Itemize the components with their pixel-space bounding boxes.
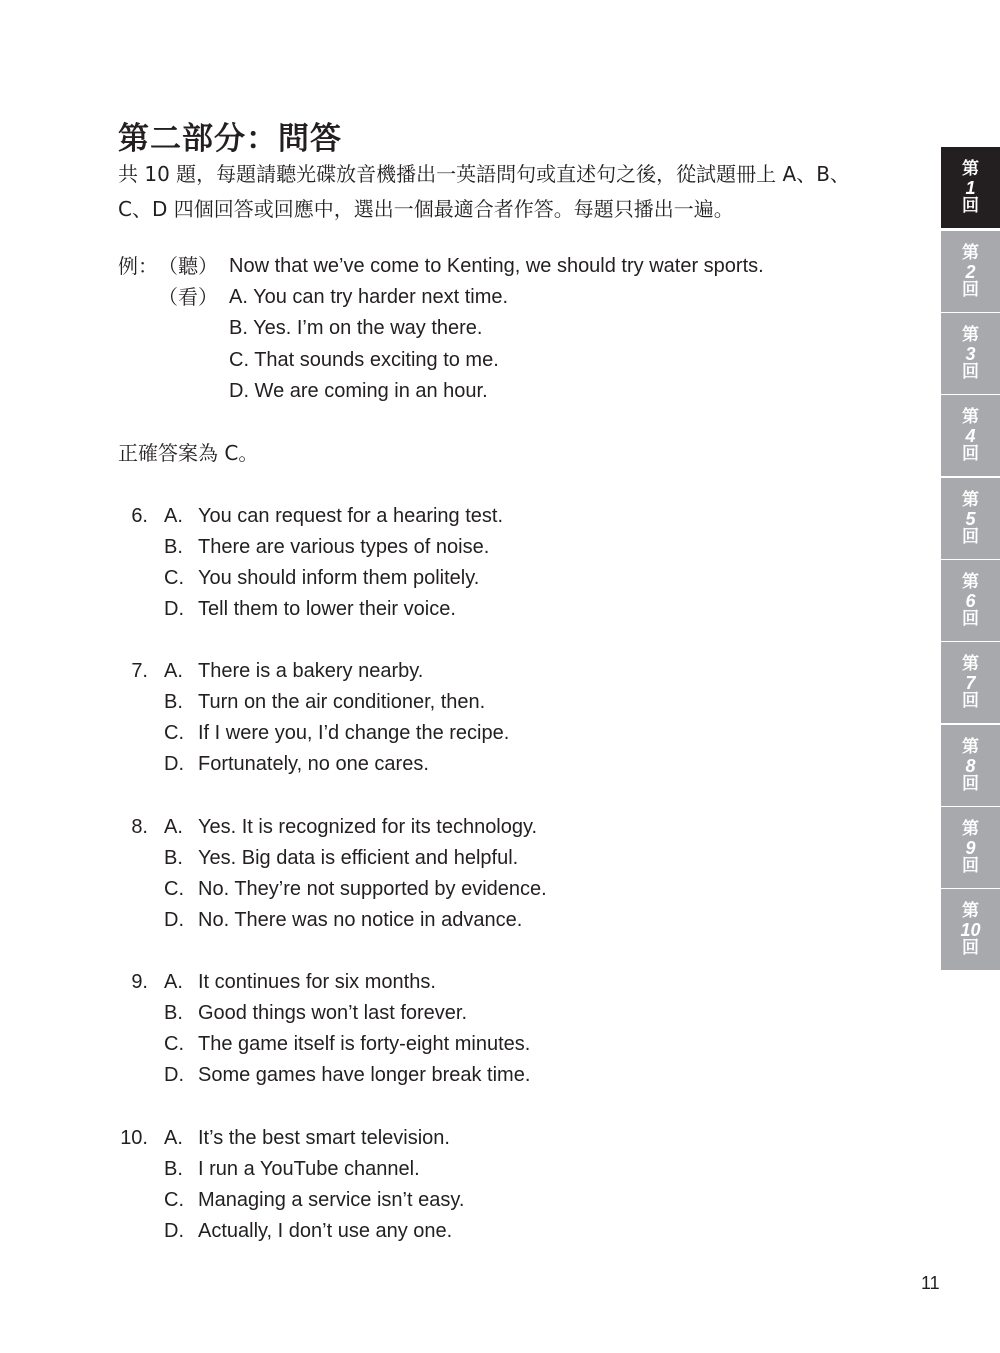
round-tab-prefix: 第: [962, 242, 979, 263]
example-option-d: D. We are coming in an hour.: [229, 380, 488, 402]
option-letter: D.: [164, 753, 184, 775]
round-tab-suffix: 回: [962, 690, 979, 711]
round-tab-prefix: 第: [962, 406, 979, 427]
round-tab-1[interactable]: [941, 147, 1000, 228]
round-tab-prefix: 第: [962, 653, 979, 674]
round-tab-prefix: 第: [962, 324, 979, 345]
round-tab-number: 6: [965, 590, 976, 611]
option-text: Tell them to lower their voice.: [198, 598, 456, 620]
option-letter: A.: [164, 1127, 183, 1149]
question-number: 7.: [131, 660, 148, 682]
round-tab-number: 4: [965, 425, 976, 446]
example-option-b: B. Yes. I’m on the way there.: [229, 317, 483, 339]
option-letter: A.: [164, 971, 183, 993]
round-tab-8[interactable]: [941, 725, 1000, 806]
option-text: No. There was no notice in advance.: [198, 909, 523, 931]
option-letter: D.: [164, 598, 184, 620]
option-text: Good things won’t last forever.: [198, 1002, 468, 1024]
round-tab-10[interactable]: [941, 889, 1000, 970]
round-tab-suffix: 回: [962, 279, 979, 300]
example-read-tag: （看）: [158, 285, 218, 309]
round-tab-prefix: 第: [962, 489, 979, 510]
question-number: 9.: [131, 971, 148, 993]
option-text: Actually, I don’t use any one.: [198, 1220, 453, 1242]
example-label: 例：: [118, 254, 158, 278]
round-tab-suffix: 回: [962, 443, 979, 464]
option-text: It’s the best smart television.: [198, 1127, 450, 1149]
option-text: The game itself is forty-eight minutes.: [198, 1033, 531, 1055]
option-letter: A.: [164, 660, 183, 682]
round-tab-prefix: 第: [962, 571, 979, 592]
option-letter: B.: [164, 1002, 183, 1024]
example-option-a: A. You can try harder next time.: [229, 286, 509, 308]
page-number: 11: [921, 1273, 940, 1293]
option-letter: C.: [164, 878, 184, 900]
round-tab-prefix: 第: [962, 736, 979, 757]
round-tab-number: 8: [965, 755, 976, 776]
round-tab-number: 10: [960, 919, 981, 940]
instructions: [118, 157, 898, 227]
option-letter: C.: [164, 1033, 184, 1055]
option-letter: C.: [164, 567, 184, 589]
round-tab-prefix: 第: [962, 900, 979, 921]
round-tab-prefix: 第: [962, 818, 979, 839]
option-text: You should inform them politely.: [198, 567, 480, 589]
instructions-line-2: C、D 四個回答或回應中，選出一個最適合者作答。每題只播出一遍。: [118, 197, 734, 221]
option-text: There is a bakery nearby.: [198, 660, 424, 682]
round-tab-number: 9: [965, 837, 976, 858]
option-letter: B.: [164, 847, 183, 869]
option-letter: D.: [164, 909, 184, 931]
option-text: Managing a service isn’t easy.: [198, 1189, 465, 1211]
section-title: 第二部分：問答: [118, 121, 342, 157]
round-tab-suffix: 回: [962, 361, 979, 382]
question-number: 8.: [131, 816, 148, 838]
round-tab-suffix: 回: [962, 937, 979, 958]
option-letter: B.: [164, 691, 183, 713]
example-option-c: C. That sounds exciting to me.: [229, 349, 499, 371]
round-tab-7[interactable]: [941, 642, 1000, 723]
round-tab-2[interactable]: [941, 231, 1000, 312]
round-tab-6[interactable]: [941, 560, 1000, 641]
option-text: Yes. It is recognized for its technology.: [198, 816, 538, 838]
option-letter: D.: [164, 1220, 184, 1242]
round-tab-suffix: 回: [962, 773, 979, 794]
option-text: Yes. Big data is efficient and helpful.: [198, 847, 519, 869]
option-letter: C.: [164, 1189, 184, 1211]
round-tab-prefix: 第: [962, 158, 979, 179]
round-tab-9[interactable]: [941, 807, 1000, 888]
option-text: Fortunately, no one cares.: [198, 753, 429, 775]
round-tab-suffix: 回: [962, 526, 979, 547]
round-tab-3[interactable]: [941, 313, 1000, 394]
option-text: It continues for six months.: [198, 971, 436, 993]
option-text: I run a YouTube channel.: [198, 1158, 420, 1180]
round-tab-number: 7: [965, 672, 976, 693]
option-text: Some games have longer break time.: [198, 1064, 531, 1086]
option-letter: B.: [164, 1158, 183, 1180]
option-letter: D.: [164, 1064, 184, 1086]
round-tab-number: 3: [965, 343, 976, 364]
option-letter: B.: [164, 536, 183, 558]
round-tab-number: 2: [965, 261, 976, 282]
example-answer: 正確答案為 C。: [118, 441, 259, 465]
question-number: 10.: [120, 1127, 148, 1149]
round-tab-4[interactable]: [941, 395, 1000, 476]
option-text: Turn on the air conditioner, then.: [198, 691, 486, 713]
example-listen-tag: （聽）: [158, 254, 218, 278]
round-tab-5[interactable]: [941, 478, 1000, 559]
option-text: No. They’re not supported by evidence.: [198, 878, 547, 900]
option-letter: A.: [164, 816, 183, 838]
round-tab-suffix: 回: [962, 195, 979, 216]
instructions-line-1: 共 10 題，每題請聽光碟放音機播出一英語問句或直述句之後，從試題冊上 A、B、: [118, 162, 850, 186]
option-letter: A.: [164, 505, 183, 527]
option-letter: C.: [164, 722, 184, 744]
option-text: There are various types of noise.: [198, 536, 490, 558]
round-tab-number: 5: [965, 508, 976, 529]
option-text: You can request for a hearing test.: [198, 505, 504, 527]
round-tab-suffix: 回: [962, 855, 979, 876]
round-tab-number: 1: [965, 177, 976, 198]
question-number: 6.: [131, 505, 148, 527]
option-text: If I were you, I’d change the recipe.: [198, 722, 510, 744]
example-listen-text: Now that we’ve come to Kenting, we should try water sports.: [229, 255, 764, 277]
round-tab-suffix: 回: [962, 608, 979, 629]
